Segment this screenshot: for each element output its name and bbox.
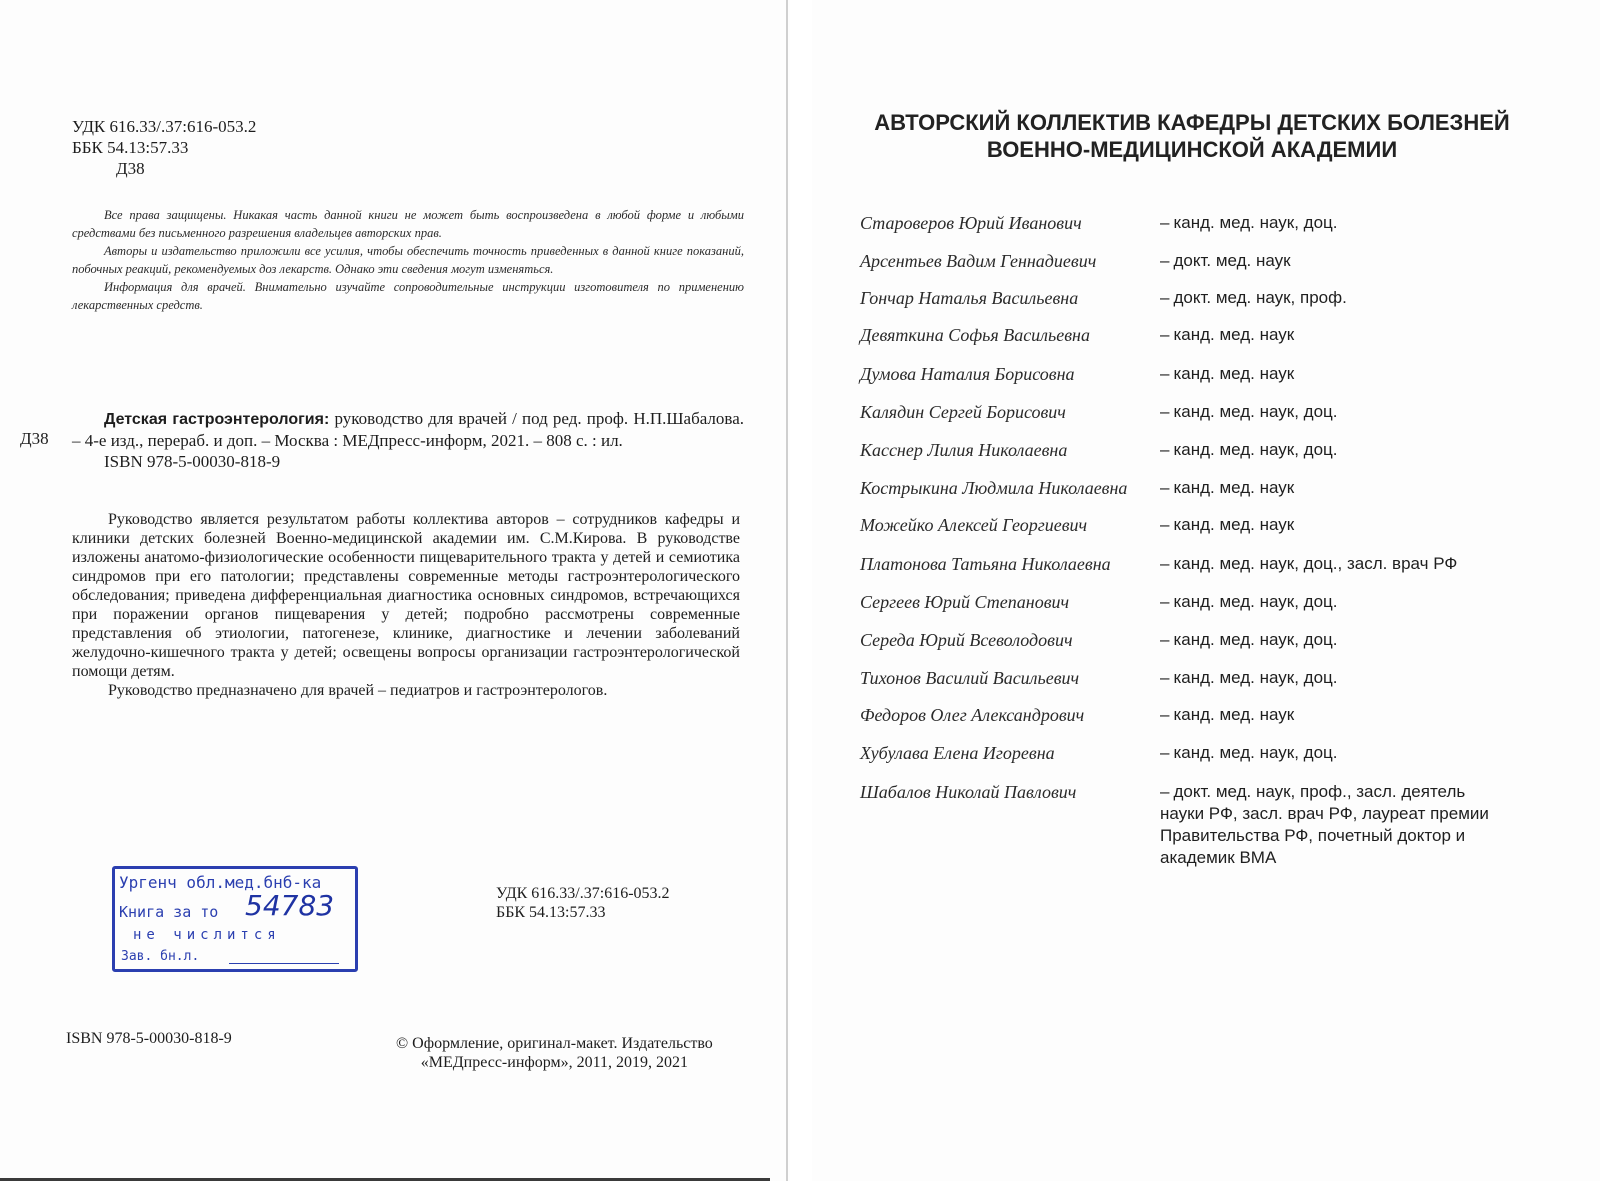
author-degree-text: канд. мед. наук, доц. xyxy=(1173,402,1338,421)
author-degree xyxy=(1160,287,1490,309)
annotation xyxy=(72,510,740,700)
author-degree xyxy=(1160,363,1490,385)
rights-paragraph: Информация для врачей. Внимательно изучайте сопроводительные инструкции изготовителя по применению лекарственных средств. xyxy=(72,280,744,312)
author-degree xyxy=(1160,401,1490,423)
author-degree-text: канд. мед. наук, доц. xyxy=(1173,668,1338,687)
author-degree xyxy=(1160,704,1490,726)
author-name: Можейко Алексей Георгиевич xyxy=(860,515,1088,535)
classification-block xyxy=(72,116,256,179)
author-degree xyxy=(1160,553,1490,575)
author-degree-text: канд. мед. наук, доц. xyxy=(1173,630,1338,649)
dash-separator: – xyxy=(1160,782,1170,801)
dash-separator: – xyxy=(1160,364,1170,383)
stamp-line: Книга за то xyxy=(119,903,219,921)
bibliographic-record xyxy=(72,408,744,472)
copyright-line: © Оформление, оригинал-макет. Издательство xyxy=(396,1035,713,1052)
dash-separator: – xyxy=(1160,213,1170,232)
author-degree xyxy=(1160,514,1490,536)
dash-separator: – xyxy=(1160,515,1170,534)
author-degree-text: канд. мед. наук, доц. xyxy=(1173,743,1338,762)
book-isbn: ISBN 978-5-00030-818-9 xyxy=(104,452,281,471)
author-name: Думова Наталия Борисовна xyxy=(860,364,1075,384)
author-degree-text: канд. мед. наук, доц. xyxy=(1173,592,1338,611)
author-name: Платонова Татьяна Николаевна xyxy=(860,554,1111,574)
copyright-notice xyxy=(396,1034,713,1072)
book-title: Детская гастроэнтерология: xyxy=(104,411,330,428)
rights-paragraph: Все права защищены. Никакая часть данной книги не может быть воспроизведена в любой форме и любыми средствами без письменного разрешения владельцев авторских прав. xyxy=(72,208,744,240)
rights-notice xyxy=(72,206,744,314)
author-degree-text: докт. мед. наук, проф., засл. деятель науки РФ, засл. врач РФ, лауреат премии Правительства РФ, почетный доктор и академик ВМА xyxy=(1160,782,1489,867)
dash-separator: – xyxy=(1160,592,1170,611)
author-degree-text: канд. мед. наук, доц. xyxy=(1173,440,1338,459)
author-degree xyxy=(1160,781,1490,869)
stamp-line: Зав. бн.л. xyxy=(121,949,200,964)
author-name: Касснер Лилия Николаевна xyxy=(860,440,1068,460)
author-degree xyxy=(1160,667,1490,689)
page-fold-shadow xyxy=(786,0,788,1181)
book-description: руководство для врачей / под ред. проф. Н.П.Шабалова. – 4-е изд., перераб. и доп. – Москва : МЕДпресс-информ, 2021. – 808 с. : ил. xyxy=(72,409,745,450)
dash-separator: – xyxy=(1160,478,1170,497)
author-name: Гончар Наталья Васильевна xyxy=(860,288,1079,308)
author-degree xyxy=(1160,439,1490,461)
udk-code: УДК 616.33/.37:616-053.2 xyxy=(496,885,670,902)
title-line: АВТОРСКИЙ КОЛЛЕКТИВ КАФЕДРЫ ДЕТСКИХ БОЛЕЗНЕЙ xyxy=(874,110,1510,135)
library-stamp xyxy=(112,866,358,972)
isbn-bottom: ISBN 978-5-00030-818-9 xyxy=(66,1030,232,1047)
dash-separator: – xyxy=(1160,440,1170,459)
author-name: Кострыкина Людмила Николаевна xyxy=(860,478,1128,498)
author-mark: Д38 xyxy=(116,159,145,178)
author-degree xyxy=(1160,629,1490,651)
stamp-line: Ургенч обл.мед.бнб-ка xyxy=(119,873,322,892)
author-collective-title xyxy=(852,109,1532,163)
left-page xyxy=(0,0,790,1181)
dash-separator: – xyxy=(1160,402,1170,421)
stamp-line: не числится xyxy=(133,927,281,943)
dash-separator: – xyxy=(1160,325,1170,344)
author-name: Калядин Сергей Борисович xyxy=(860,402,1066,422)
author-degree xyxy=(1160,212,1490,234)
author-degree-text: канд. мед. наук xyxy=(1173,705,1295,724)
annotation-paragraph: Руководство предназначено для врачей – педиатров и гастроэнтерологов. xyxy=(108,682,608,699)
author-name: Хубулава Елена Игоревна xyxy=(860,743,1055,763)
udk-code: УДК 616.33/.37:616-053.2 xyxy=(72,117,257,136)
author-name: Середа Юрий Всеволодович xyxy=(860,630,1073,650)
dash-separator: – xyxy=(1160,668,1170,687)
dash-separator: – xyxy=(1160,554,1170,573)
author-degree-text: канд. мед. наук xyxy=(1173,364,1295,383)
dash-separator: – xyxy=(1160,743,1170,762)
classification-block-bottom xyxy=(496,884,670,922)
dash-separator: – xyxy=(1160,288,1170,307)
stamp-signature-line xyxy=(229,963,339,964)
bbk-code: ББК 54.13:57.33 xyxy=(496,904,606,921)
bbk-code: ББК 54.13:57.33 xyxy=(72,138,189,157)
biblio-side-mark: Д38 xyxy=(20,429,49,448)
title-line: ВОЕННО-МЕДИЦИНСКОЙ АКАДЕМИИ xyxy=(986,137,1398,162)
author-name: Сергеев Юрий Степанович xyxy=(860,592,1070,612)
author-degree xyxy=(1160,591,1490,613)
stamp-handwritten-number: 54783 xyxy=(245,889,335,922)
author-degree xyxy=(1160,742,1490,764)
dash-separator: – xyxy=(1160,705,1170,724)
author-degree xyxy=(1160,250,1490,272)
author-name: Тихонов Василий Васильевич xyxy=(860,668,1080,688)
author-degree-text: канд. мед. наук, доц. xyxy=(1173,213,1338,232)
author-degree-text: докт. мед. наук xyxy=(1173,251,1291,270)
author-degree-text: канд. мед. наук, доц., засл. врач РФ xyxy=(1173,554,1458,573)
author-name: Арсентьев Вадим Геннадиевич xyxy=(860,251,1097,271)
annotation-paragraph: Руководство является результатом работы коллектива авторов – сотрудников кафедры и клиники детских болезней Военно-медицинской академии им. С.М.Кирова. В руководстве изложены анатомо-физиологические особенности пищеварительного тракта у детей и семиотика синдромов при его патологии; представлены современные методы гастроэнтерологического обследования; приведена дифференциальная диагностика основных синдромов, встречающихся при поражении органов пищеварения у детей; подробно рассмотрены современные представления об этиологии, патогенезе, клинике, диагностике и лечении заболеваний желудочно-кишечного тракта у детей; освещены вопросы организации гастроэнтерологической помощи детям. xyxy=(72,511,740,680)
dash-separator: – xyxy=(1160,251,1170,270)
author-degree-text: канд. мед. наук xyxy=(1173,478,1295,497)
author-degree-text: докт. мед. наук, проф. xyxy=(1173,288,1347,307)
author-name: Староверов Юрий Иванович xyxy=(860,213,1082,233)
author-name: Шабалов Николай Павлович xyxy=(860,782,1077,802)
author-name: Федоров Олег Александрович xyxy=(860,705,1085,725)
author-degree-text: канд. мед. наук xyxy=(1173,325,1295,344)
dash-separator: – xyxy=(1160,630,1170,649)
author-degree xyxy=(1160,324,1490,346)
copyright-line: «МЕДпресс-информ», 2011, 2019, 2021 xyxy=(420,1054,689,1071)
author-degree xyxy=(1160,477,1490,499)
rights-paragraph: Авторы и издательство приложили все усилия, чтобы обеспечить точность приведенных в данной книге показаний, побочных реакций, рекомендуемых доз лекарств. Однако эти сведения могут изменяться. xyxy=(72,244,744,276)
author-degree-text: канд. мед. наук xyxy=(1173,515,1295,534)
author-name: Девяткина Софья Васильевна xyxy=(860,325,1090,345)
